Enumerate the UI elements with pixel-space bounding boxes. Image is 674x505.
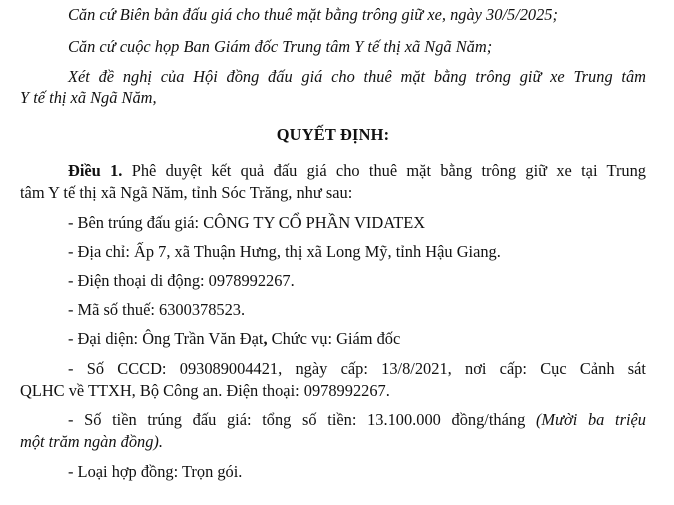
amount-figure: - Số tiền trúng đấu giá: tổng số tiền: 13.100.000 đồng/tháng — [68, 410, 536, 429]
article-1-intro-line-1 — [20, 160, 646, 182]
id-line-1: - Số CCCD: 093089004421, ngày cấp: 13/8/2021, nơi cấp: Cục Cảnh sát — [68, 359, 646, 378]
tax-code-line: - Mã số thuế: 6300378523. — [68, 300, 246, 319]
article-1-intro-line-2: tâm Y tế thị xã Ngã Năm, tỉnh Sóc Trăng, như sau: — [20, 183, 353, 202]
article-1-intro-text: Phê duyệt kết quả đấu giá cho thuê mặt bằng trông giữ xe tại Trung — [122, 161, 646, 180]
basis-line-2: Căn cứ cuộc họp Ban Giám đốc Trung tâm Y tế thị xã Ngã Năm; — [68, 37, 493, 56]
id-line-2: QLHC về TTXH, Bộ Công an. Điện thoại: 0978992267. — [20, 381, 390, 400]
amount-line-2: một trăm ngàn đồng). — [20, 432, 163, 451]
representative-position: Chức vụ: Giám đốc — [267, 329, 401, 348]
amount-line-1 — [20, 409, 646, 431]
basis-line-1: Căn cứ Biên bản đấu giá cho thuê mặt bằng trông giữ xe, ngày 30/5/2025; — [68, 5, 558, 24]
contract-type-line: - Loại hợp đồng: Trọn gói. — [68, 462, 243, 481]
winner-line: - Bên trúng đấu giá: CÔNG TY CỔ PHẦN VIDATEX — [68, 213, 426, 232]
address-line: - Địa chỉ: Ấp 7, xã Thuận Hưng, thị xã Long Mỹ, tỉnh Hậu Giang. — [68, 242, 501, 261]
representative-name: - Đại diện: Ông Trần Văn Đạt — [68, 329, 264, 348]
representative-line — [20, 328, 646, 350]
amount-words-start: (Mười ba triệu — [535, 410, 646, 429]
decision-title: QUYẾT ĐỊNH: — [276, 125, 390, 144]
mobile-line: - Điện thoại di động: 0978992267. — [68, 271, 295, 290]
proposal-line-1: Xét đề nghị của Hội đồng đấu giá cho thuê mặt bằng trông giữ xe Trung tâm — [68, 67, 646, 86]
proposal-line-2: Y tế thị xã Ngã Năm, — [20, 88, 157, 107]
article-1-label: Điều 1. — [68, 161, 123, 180]
representative-comma: , — [263, 329, 268, 348]
